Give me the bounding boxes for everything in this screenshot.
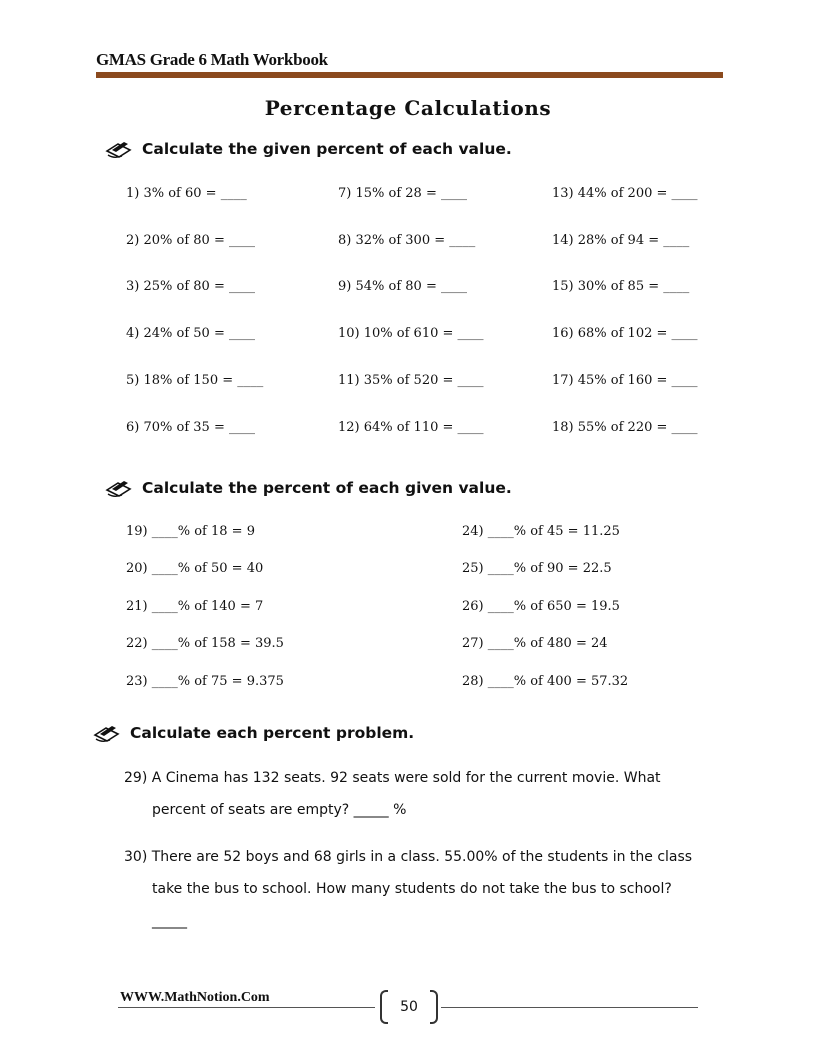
problem-item: 16) 68% of 102 = ____	[552, 326, 698, 341]
problem-item: 19) ____% of 18 = 9	[126, 524, 255, 539]
section-heading-2	[104, 477, 512, 499]
word-problem-line: percent of seats are empty? _____ %	[152, 802, 407, 818]
problem-item: 2) 20% of 80 = ____	[126, 233, 255, 248]
problem-item: 6) 70% of 35 = ____	[126, 420, 255, 435]
problem-item: 27) ____% of 480 = 24	[462, 636, 608, 651]
section-heading-3	[92, 722, 414, 744]
header-divider	[96, 72, 723, 78]
footer-divider-left	[118, 1007, 375, 1008]
problem-item: 7) 15% of 28 = ____	[338, 186, 467, 201]
problem-item: 22) ____% of 158 = 39.5	[126, 636, 284, 651]
word-problem-line: take the bus to school. How many students do not take the bus to school?	[152, 881, 672, 897]
problem-item: 20) ____% of 50 = 40	[126, 561, 264, 576]
section-heading-1	[104, 138, 512, 160]
problem-item: 5) 18% of 150 = ____	[126, 373, 264, 388]
problem-item: 1) 3% of 60 = ____	[126, 186, 247, 201]
word-problem-line: 29) A Cinema has 132 seats. 92 seats were sold for the current movie. What	[124, 770, 661, 786]
website-link[interactable]: WWW.MathNotion.Com	[120, 990, 270, 1005]
page-title: Percentage Calculations	[264, 96, 552, 120]
footer-divider-right	[441, 1007, 698, 1008]
problem-item: 18) 55% of 220 = ____	[552, 420, 698, 435]
problem-item: 9) 54% of 80 = ____	[338, 279, 467, 294]
left-brace	[380, 990, 388, 1024]
pencil-paper-icon	[104, 477, 134, 499]
problem-item: 15) 30% of 85 = ____	[552, 279, 690, 294]
problem-item: 17) 45% of 160 = ____	[552, 373, 698, 388]
problem-item: 14) 28% of 94 = ____	[552, 233, 690, 248]
problem-item: 21) ____% of 140 = 7	[126, 599, 264, 614]
section-heading-text: Calculate each percent problem.	[130, 724, 415, 742]
section-heading-text: Calculate the percent of each given value.	[142, 479, 512, 497]
problem-item: 8) 32% of 300 = ____	[338, 233, 476, 248]
problem-item: 25) ____% of 90 = 22.5	[462, 561, 612, 576]
problem-item: 13) 44% of 200 = ____	[552, 186, 698, 201]
word-problem-30	[124, 841, 704, 937]
problem-item: 10) 10% of 610 = ____	[338, 326, 484, 341]
problem-item: 12) 64% of 110 = ____	[338, 420, 484, 435]
problem-item: 3) 25% of 80 = ____	[126, 279, 255, 294]
answer-blank: _____	[152, 913, 187, 929]
problem-item: 28) ____% of 400 = 57.32	[462, 674, 629, 689]
right-brace	[430, 990, 438, 1024]
problem-item: 11) 35% of 520 = ____	[338, 373, 484, 388]
workbook-title: GMAS Grade 6 Math Workbook	[96, 50, 328, 69]
problem-item: 23) ____% of 75 = 9.375	[126, 674, 284, 689]
section-heading-text: Calculate the given percent of each value.	[142, 140, 512, 158]
problem-item: 24) ____% of 45 = 11.25	[462, 524, 620, 539]
word-problem-29	[124, 762, 704, 826]
pencil-paper-icon	[92, 722, 122, 744]
page-number-text: 50	[400, 999, 418, 1015]
page-number	[380, 990, 438, 1024]
problem-item: 26) ____% of 650 = 19.5	[462, 599, 620, 614]
problem-item: 4) 24% of 50 = ____	[126, 326, 255, 341]
word-problem-line: 30) There are 52 boys and 68 girls in a class. 55.00% of the students in the class	[124, 849, 693, 865]
pencil-paper-icon	[104, 138, 134, 160]
